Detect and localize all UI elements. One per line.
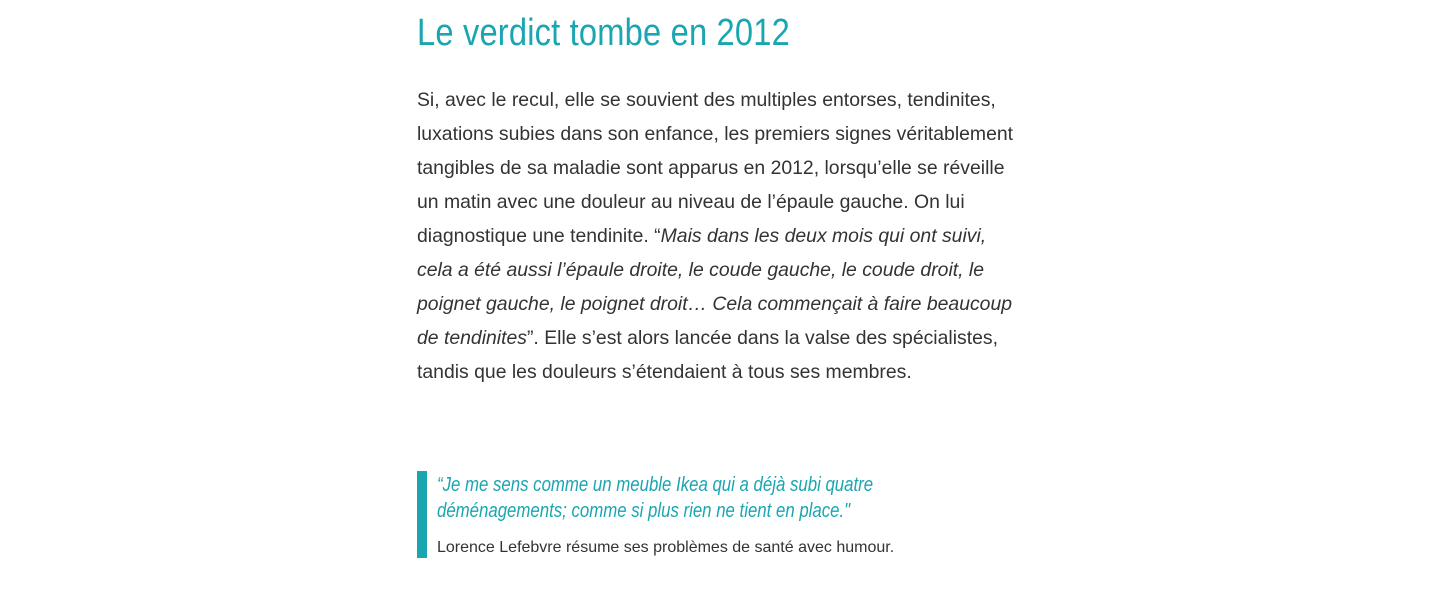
paragraph-outro-text: ”. Elle s’est alors lancée dans la valse des spécialistes, tandis que les douleurs s’étendaient à tous ses membres. bbox=[417, 327, 998, 383]
paragraph-inline-quote: Mais dans les deux mois qui ont suivi, cela a été aussi l’épaule droite, le coude gauche, le coude droit, le poignet gauche, le poignet droit… Cela commençait à faire beaucoup de tendinites bbox=[417, 225, 1013, 349]
article-paragraph bbox=[417, 83, 1027, 389]
pullquote-caption: Lorence Lefebvre résume ses problèmes de santé avec humour. bbox=[437, 539, 895, 556]
paragraph-intro-text: Si, avec le recul, elle se souvient des multiples entorses, tendinites, luxations subies dans son enfance, les premiers signes véritablement tangibles de sa maladie sont apparus en 2012, lorsqu’elle se réveille un matin avec une douleur au niveau de l’épaule gauche. On lui diagnostique une tendinite. “ bbox=[417, 89, 1014, 247]
pullquote-text: “Je me sens comme un meuble Ikea qui a déjà subi quatre déménagements; comme si plus rien ne tient en place." bbox=[437, 474, 874, 522]
pullquote-accent-bar bbox=[417, 471, 427, 558]
section-title: Le verdict tombe en 2012 bbox=[417, 12, 790, 54]
pullquote bbox=[417, 471, 937, 558]
